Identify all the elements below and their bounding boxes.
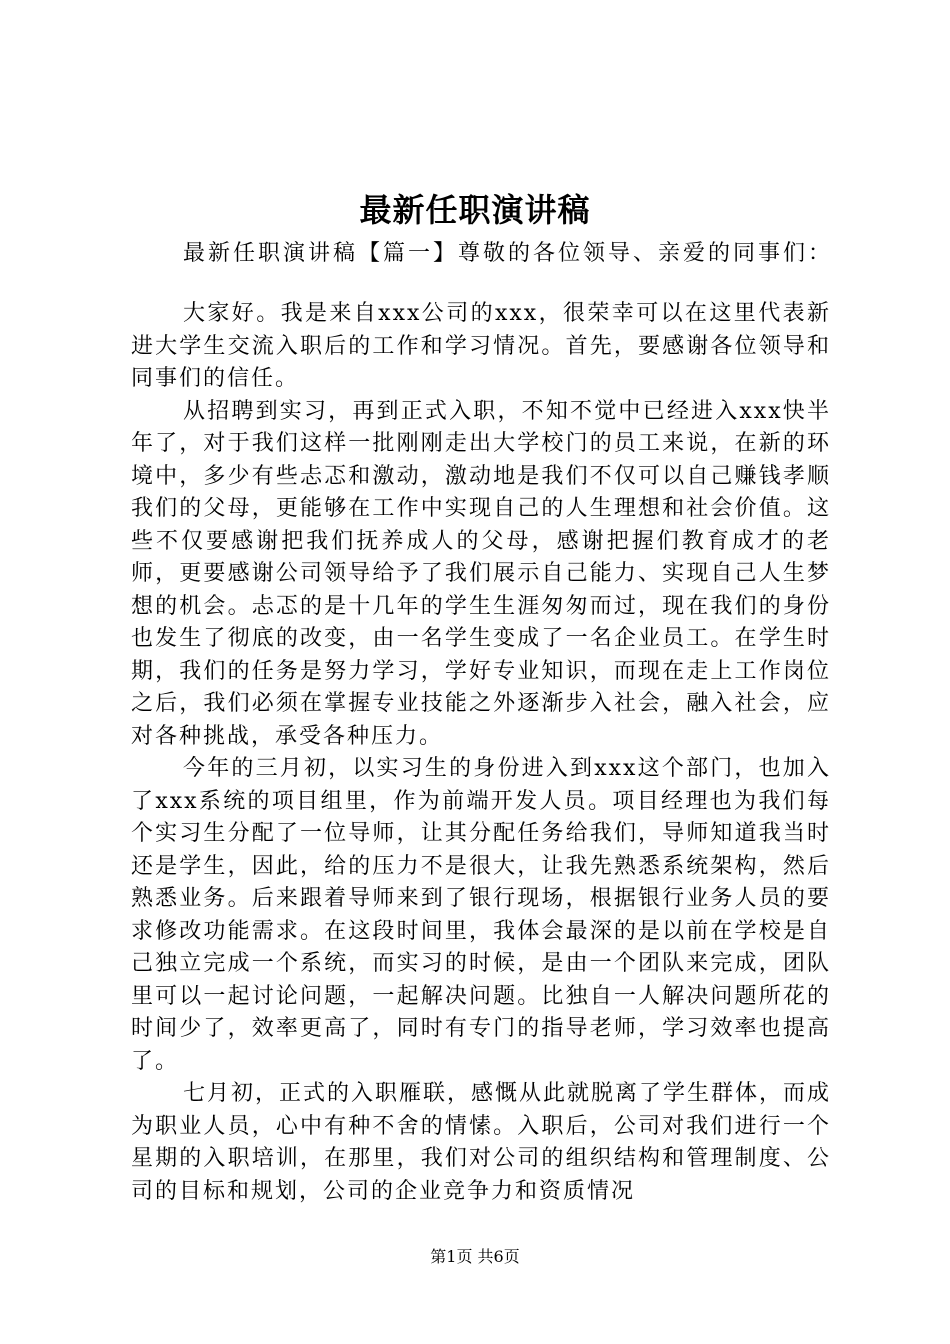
document-title: 最新任职演讲稿 [359, 191, 591, 229]
paragraph-1: 大家好。我是来自xxx公司的xxx，很荣幸可以在这里代表新进大学生交流入职后的工作和学习情况。首先，要感谢各位领导和同事们的信任。 [131, 301, 831, 391]
paragraph-4: 七月初，正式的入职雁联，感慨从此就脱离了学生群体，而成为职业人员，心中有种不舍的情愫。入职后，公司对我们进行一个星期的入职培训，在那里，我们对公司的组织结构和管理制度、公司的目标和规划，公司的企业竞争力和资质情况 [131, 1081, 832, 1204]
page-footer: 第1页 共6页 [430, 1247, 520, 1266]
document-body [131, 298, 831, 1208]
intro-line: 最新任职演讲稿【篇一】尊敬的各位领导、亲爱的同事们： [183, 241, 834, 266]
paragraph-3: 今年的三月初，以实习生的身份进入到xxx这个部门，也加入了xxx系统的项目组里，作为前端开发人员。项目经理也为我们每个实习生分配了一位导师，让其分配任务给我们，导师知道我当时还是学生，因此，给的压力不是很大，让我先熟悉系统架构，然后熟悉业务。后来跟着导师来到了银行现场，根据银行业务人员的要求修改功能需求。在这段时间里，我体会最深的是以前在学校是自己独立完成一个系统，而实习的时候，是由一个团队来完成，团队里可以一起讨论问题，一起解决问题。比独自一人解决问题所花的时间少了，效率更高了，同时有专门的指导老师，学习效率也提高了。 [131, 756, 831, 1074]
paragraph-2: 从招聘到实习，再到正式入职，不知不觉中已经进入xxx快半年了，对于我们这样一批刚刚走出大学校门的员工来说，在新的环境中，多少有些忐忑和激动，激动地是我们不仅可以自己赚钱孝顺我们的父母，更能够在工作中实现自己的人生理想和社会价值。这些不仅要感谢把我们抚养成人的父母，感谢把握们教育成才的老师，更要感谢公司领导给予了我们展示自己能力、实现自己人生梦想的机会。忐忑的是十几年的学生生涯匆匆而过，现在我们的身份也发生了彻底的改变，由一名学生变成了一名企业员工。在学生时期，我们的任务是努力学习，学好专业知识，而现在走上工作岗位之后，我们必须在掌握专业技能之外逐渐步入社会，融入社会，应对各种挑战，承受各种压力。 [131, 398, 831, 749]
